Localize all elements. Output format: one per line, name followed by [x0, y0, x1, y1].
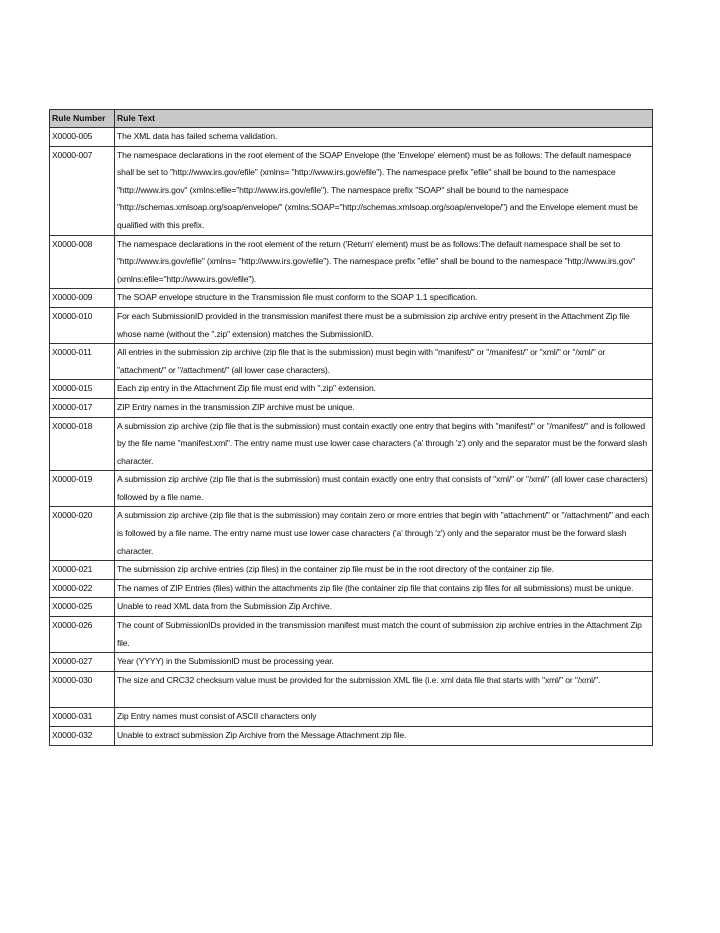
rule-text-cell: For each SubmissionID provided in the transmission manifest there must be a submission zip archive entry present in the Attachment Zip file whose name (without the ".zip" extension) matches the SubmissionID. — [115, 307, 653, 343]
rules-sheet — [49, 109, 652, 746]
rule-text-cell: The count of SubmissionIDs provided in the transmission manifest must match the count of submission zip archive entries in the Attachment Zip file. — [115, 617, 653, 653]
rule-text-cell: The namespace declarations in the root element of the SOAP Envelope (the 'Envelope' element) must be as follows: The default namespace shall be set to "http://www.irs.gov/efile" (xmlns= "http://www.irs.gov/efile"). The namespace prefix "efile" shall be bound to the namespace "http://www.irs.gov" (xmlns:efile="http://www.irs.gov/efile"). The namespace prefix "SOAP" shall be bound to the namespace "http://schemas.xmlsoap.org/soap/envelope/" (xmlns:SOAP="http://schemas.xmlsoap.org/soap/envelope/") and the Envelope element must be qualified with this prefix. — [115, 146, 653, 235]
rule-number-cell: X0000-011 — [50, 344, 115, 380]
table-row — [50, 307, 653, 343]
table-row — [50, 344, 653, 380]
rule-text-cell: Zip Entry names must consist of ASCII characters only — [115, 708, 653, 727]
rule-text-cell: The size and CRC32 checksum value must be provided for the submission XML file (i.e. xml data file that starts with "xml/" or "/xml/". — [115, 671, 653, 708]
table-row — [50, 380, 653, 399]
rule-number-cell: X0000-010 — [50, 307, 115, 343]
table-row — [50, 398, 653, 417]
rule-text-cell: A submission zip archive (zip file that is the submission) must contain exactly one entry that consists of "xml/" or "/xml/" (all lower case characters) followed by a file name. — [115, 471, 653, 507]
table-row — [50, 727, 653, 746]
table-row — [50, 146, 653, 235]
rule-text-cell: Year (YYYY) in the SubmissionID must be processing year. — [115, 653, 653, 672]
rule-text-cell: A submission zip archive (zip file that is the submission) must contain exactly one entry that begins with "manifest/" or "/manifest/" and is followed by the file name "manifest.xml". The entry name must use lower case characters ('a' through 'z') only and the separator must be the forward slash character. — [115, 417, 653, 471]
rule-number-cell: X0000-017 — [50, 398, 115, 417]
rule-number-cell: X0000-015 — [50, 380, 115, 399]
table-row — [50, 653, 653, 672]
table-row — [50, 128, 653, 147]
rule-text-cell: A submission zip archive (zip file that is the submission) may contain zero or more entries that begin with "attachment/" or "/attachment/" and each is followed by a file name. The entry name must use lower case characters ('a' through 'z') only and the separator must be the forward slash character. — [115, 507, 653, 561]
rules-table — [49, 109, 653, 746]
rule-text-cell: All entries in the submission zip archive (zip file that is the submission) must begin with "manifest/" or "/manifest/" or "xml/" or "/xml/" or "attachment/" or "/attachment/" (all lower case characters). — [115, 344, 653, 380]
rule-number-cell: X0000-021 — [50, 561, 115, 580]
table-row — [50, 671, 653, 708]
rule-number-cell: X0000-026 — [50, 617, 115, 653]
rule-number-cell: X0000-019 — [50, 471, 115, 507]
rule-number-cell: X0000-008 — [50, 235, 115, 289]
rule-text-cell: Each zip entry in the Attachment Zip file must end with ".zip" extension. — [115, 380, 653, 399]
rule-number-cell: X0000-005 — [50, 128, 115, 147]
table-header-row — [50, 110, 653, 128]
header-rule-text: Rule Text — [115, 110, 653, 128]
rule-number-cell: X0000-020 — [50, 507, 115, 561]
table-row — [50, 471, 653, 507]
rule-number-cell: X0000-031 — [50, 708, 115, 727]
rule-number-cell: X0000-022 — [50, 579, 115, 598]
table-row — [50, 417, 653, 471]
rule-number-cell: X0000-009 — [50, 289, 115, 308]
table-row — [50, 708, 653, 727]
rule-text-cell: Unable to extract submission Zip Archive from the Message Attachment zip file. — [115, 727, 653, 746]
table-body — [50, 128, 653, 746]
rule-text-cell: The submission zip archive entries (zip files) in the container zip file must be in the root directory of the container zip file. — [115, 561, 653, 580]
rule-number-cell: X0000-025 — [50, 598, 115, 617]
rule-text-cell: The XML data has failed schema validation. — [115, 128, 653, 147]
table-row — [50, 598, 653, 617]
rule-number-cell: X0000-018 — [50, 417, 115, 471]
table-row — [50, 561, 653, 580]
table-row — [50, 289, 653, 308]
rule-number-cell: X0000-027 — [50, 653, 115, 672]
rule-text-cell: ZIP Entry names in the transmission ZIP archive must be unique. — [115, 398, 653, 417]
rule-text-cell: The namespace declarations in the root element of the return ('Return' element) must be as follows:The default namespace shall be set to "http://www.irs.gov/efile" (xmlns= "http://www.irs.gov/efile"). The namespace prefix "efile" shall be bound to the namespace "http://www.irs.gov" (xmlns:efile="http://www.irs.gov/efile"). — [115, 235, 653, 289]
rule-text-cell: The SOAP envelope structure in the Transmission file must conform to the SOAP 1.1 specification. — [115, 289, 653, 308]
rule-text-cell: The names of ZIP Entries (files) within the attachments zip file (the container zip file that contains zip files for all submissions) must be unique. — [115, 579, 653, 598]
table-row — [50, 507, 653, 561]
table-row — [50, 617, 653, 653]
rule-number-cell: X0000-032 — [50, 727, 115, 746]
rule-number-cell: X0000-007 — [50, 146, 115, 235]
header-rule-number: Rule Number — [50, 110, 115, 128]
table-row — [50, 579, 653, 598]
table-row — [50, 235, 653, 289]
rule-number-cell: X0000-030 — [50, 671, 115, 708]
rule-text-cell: Unable to read XML data from the Submission Zip Archive. — [115, 598, 653, 617]
